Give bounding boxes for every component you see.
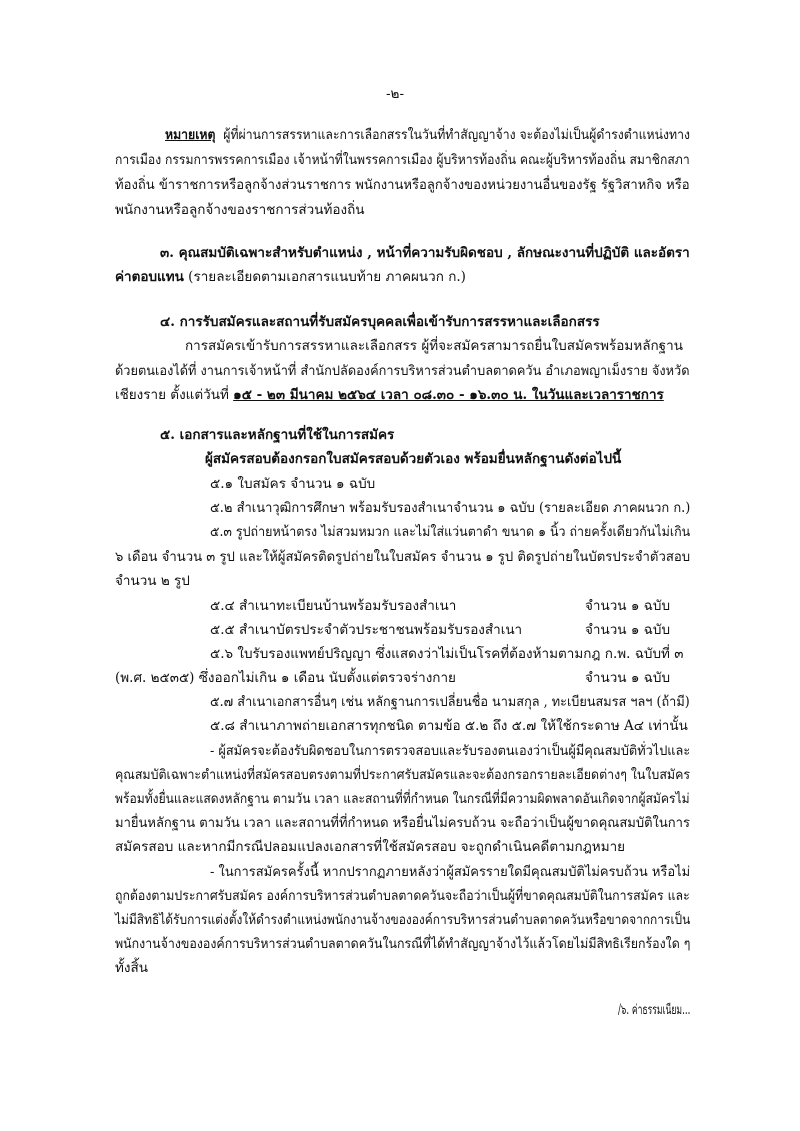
item-5-8: ๕.๘ สำเนาภาพถ่ายเอกสารทุกชนิด ตามข้อ ๕.๒ ถึง ๕.๗ ให้ใช้กระดาษ A๔ เท่านั้น bbox=[210, 718, 688, 734]
item-5-4-quantity: จำนวน ๑ ฉบับ bbox=[585, 598, 671, 614]
item-5-3-line-2: ๖ เดือน จำนวน ๓ รูป และให้ผู้สมัครติดรูปถ่ายในใบสมัคร จำนวน ๑ รูป ติดรูปถ่ายในบัตรประจำตัวสอบ bbox=[115, 549, 691, 565]
section3-line-2 bbox=[115, 267, 466, 287]
note-line-2: การเมือง กรรมการพรรคการเมือง เจ้าหน้าที่ในพรรคการเมือง ผู้บริหารท้องถิ่น คณะผู้บริหารท้องถิ่น สมาชิกสภา bbox=[115, 152, 690, 168]
para2-line-5: ทั้งสิ้น bbox=[115, 960, 148, 976]
item-5-6-line-2: (พ.ศ. ๒๕๓๕) ซึ่งออกไม่เกิน ๑ เดือน นับตั้งแต่ตรวจร่างกาย bbox=[115, 670, 456, 686]
section3-compensation: ค่าตอบแทน bbox=[115, 269, 184, 285]
continuation-note: /๖. ค่าธรรมเนียม... bbox=[618, 1002, 691, 1018]
section4-line-2: ด้วยตนเองได้ที่ งานการเจ้าหน้าที่ สำนักปลัดองค์การบริหารส่วนตำบลตาดควัน อำเภอพญาเม็งราย จังหวัด bbox=[115, 363, 690, 379]
para2-line-4: พนักงานจ้างขององค์การบริหารส่วนตำบลตาดควันในกรณีที่ได้ทำสัญญาจ้างไว้แล้วโดยไม่มีสิทธิเรียกร้องใด ๆ bbox=[115, 936, 691, 952]
item-5-5: ๕.๕ สำเนาบัตรประจำตัวประชาชนพร้อมรับรองสำเนา bbox=[210, 622, 523, 638]
page-number: -๒- bbox=[386, 86, 405, 102]
note-line-1 bbox=[165, 125, 690, 145]
note-line-4: พนักงานหรือลูกจ้างของราชการส่วนท้องถิ่น bbox=[115, 202, 365, 218]
para1-line-5: สมัครสอบ และหากมีกรณีปลอมแปลงเอกสารที่ใช้สมัครสอบ จะถูกดำเนินคดีตามกฎหมาย bbox=[115, 839, 626, 855]
section5-heading: ๕. เอกสารและหลักฐานที่ใช้ในการสมัคร bbox=[160, 427, 395, 443]
section5-subheading: ผู้สมัครสอบต้องกรอกใบสมัครสอบด้วยตัวเอง พร้อมยื่นหลักฐานดังต่อไปนี้ bbox=[205, 451, 622, 467]
section4-line-3 bbox=[115, 385, 664, 405]
item-5-6-line-1: ๕.๖ ใบรับรองแพทย์ปริญญา ซึ่งแสดงว่าไม่เป็นโรคที่ต้องห้ามตามกฎ ก.พ. ฉบับที่ ๓ bbox=[210, 646, 684, 662]
para2-line-1: - ในการสมัครครั้งนี้ หากปรากฏภายหลังว่าผู้สมัครรายใดมีคุณสมบัติไม่ครบถ้วน หรือไม่ bbox=[210, 864, 691, 880]
application-dates: ๑๕ - ๒๓ มีนาคม ๒๕๖๔ เวลา ๐๘.๓๐ - ๑๖.๓๐ น. ในวันและเวลาราชการ bbox=[233, 387, 664, 403]
para2-line-3: ไม่มีสิทธิได้รับการแต่งตั้งให้ดำรงตำแหน่งพนักงานจ้างขององค์การบริหารส่วนตำบลตาดควันหรือขาดจากการเป็น bbox=[115, 912, 691, 928]
para1-line-2: คุณสมบัติเฉพาะตำแหน่งที่สมัครสอบตรงตามที่ประกาศรับสมัครและจะต้องกรอกรายละเอียดต่างๆ ในใบสมัคร bbox=[115, 767, 691, 783]
section4-heading: ๔. การรับสมัครและสถานที่รับสมัครบุคคลเพื่อเข้ารับการสรรหาและเลือกสรร bbox=[160, 314, 600, 330]
item-5-5-quantity: จำนวน ๑ ฉบับ bbox=[585, 622, 671, 638]
para2-line-2: ถูกต้องตามประกาศรับสมัคร องค์การบริหารส่วนตำบลตาดควันจะถือว่าเป็นผู้ที่ขาดคุณสมบัติในการสมัคร และ bbox=[115, 888, 690, 904]
section4-line-1: การสมัครเข้ารับการสรรหาและเลือกสรร ผู้ที่จะสมัครสามารถยื่นใบสมัครพร้อมหลักฐาน bbox=[185, 338, 683, 354]
section3-detail: (รายละเอียดตามเอกสารแนบท้าย ภาคผนวก ก.) bbox=[183, 269, 466, 285]
note-label: หมายเหตุ bbox=[165, 127, 216, 143]
item-5-3-line-1: ๕.๓ รูปถ่ายหน้าตรง ไม่สวมหมวก และไม่ใส่แว่นตาดำ ขนาด ๑ นิ้ว ถ่ายครั้งเดียวกันไม่เกิน bbox=[210, 524, 691, 540]
item-5-6-quantity: จำนวน ๑ ฉบับ bbox=[585, 670, 671, 686]
item-5-2: ๕.๒ สำเนาวุฒิการศึกษา พร้อมรับรองสำเนาจำนวน ๑ ฉบับ (รายละเอียด ภาคผนวก ก.) bbox=[210, 500, 691, 516]
section3-heading: ๓. คุณสมบัติเฉพาะสำหรับตำแหน่ง , หน้าที่ความรับผิดชอบ , ลักษณะงานที่ปฏิบัติ และอัตรา bbox=[160, 245, 690, 261]
note-line-3: ท้องถิ่น ข้าราชการหรือลูกจ้างส่วนราชการ พนักงานหรือลูกจ้างของหน่วยงานอื่นของรัฐ รัฐวิสาหกิจ หรือ bbox=[115, 177, 690, 193]
section4-from-label: เชียงราย ตั้งแต่วันที่ bbox=[115, 387, 234, 403]
para1-line-1: - ผู้สมัครจะต้องรับผิดชอบในการตรวจสอบและรับรองตนเองว่าเป็นผู้มีคุณสมบัติทั่วไปและ bbox=[210, 743, 691, 759]
item-5-4: ๕.๔ สำเนาทะเบียนบ้านพร้อมรับรองสำเนา bbox=[210, 598, 457, 614]
para1-line-3: พร้อมทั้งยื่นและแสดงหลักฐาน ตามวัน เวลา และสถานที่ที่กำหนด ในกรณีที่มีความผิดพลาดอันเกิดจากผู้สมัครไม่ bbox=[115, 791, 690, 807]
item-5-3-line-3: จำนวน ๒ รูป bbox=[115, 573, 190, 589]
item-5-7: ๕.๗ สำเนาเอกสารอื่นๆ เช่น หลักฐานการเปลี่ยนชื่อ นามสกุล , ทะเบียนสมรส ฯลฯ (ถ้ามี) bbox=[210, 694, 690, 710]
note-text-1: ผู้ที่ผ่านการสรรหาและการเลือกสรรในวันที่ทำสัญญาจ้าง จะต้องไม่เป็นผู้ดำรงตำแหน่งทาง bbox=[223, 127, 690, 143]
para1-line-4: มายื่นหลักฐาน ตามวัน เวลา และสถานที่ที่กำหนด หรือยื่นไม่ครบถ้วน จะถือว่าเป็นผู้ขาดคุณสมบัติในการ bbox=[115, 815, 690, 831]
item-5-1: ๕.๑ ใบสมัคร จำนวน ๑ ฉบับ bbox=[210, 476, 376, 492]
